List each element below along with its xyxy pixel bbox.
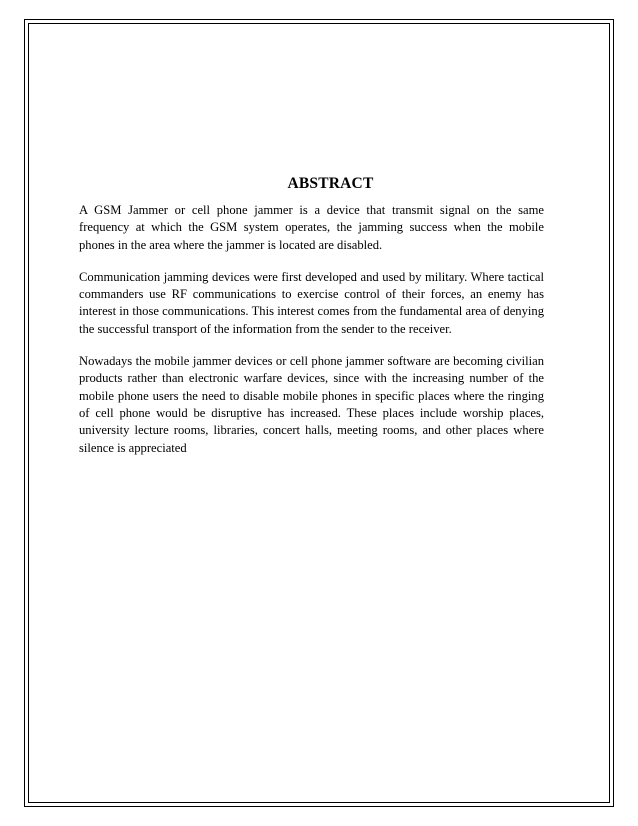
paragraph-2: Communication jamming devices were first developed and used by military. Where tactical commanders use RF communications to exercise control of their forces, an enemy has interest in those communications. This interest comes from the fundamental area of denying the successful transport of the information from the sender to the receiver. [79,269,544,336]
paragraph-3: Nowadays the mobile jammer devices or cell phone jammer software are becoming civilian products rather than electronic warfare devices, since with the increasing number of the mobile phone users the need to disable mobile phones in specific places where the ringing of cell phone would be disruptive has increased. These places include worship places, university lecture rooms, libraries, concert halls, meeting rooms, and other places where silence is appreciated [79,354,544,455]
paragraph-1: A GSM Jammer or cell phone jammer is a device that transmit signal on the same frequency at which the GSM system operates, the jamming success when the mobile phones in the area where the jammer is located are disabled. [79,203,544,252]
page-title: ABSTRACT [287,175,374,192]
document-body [79,174,544,457]
